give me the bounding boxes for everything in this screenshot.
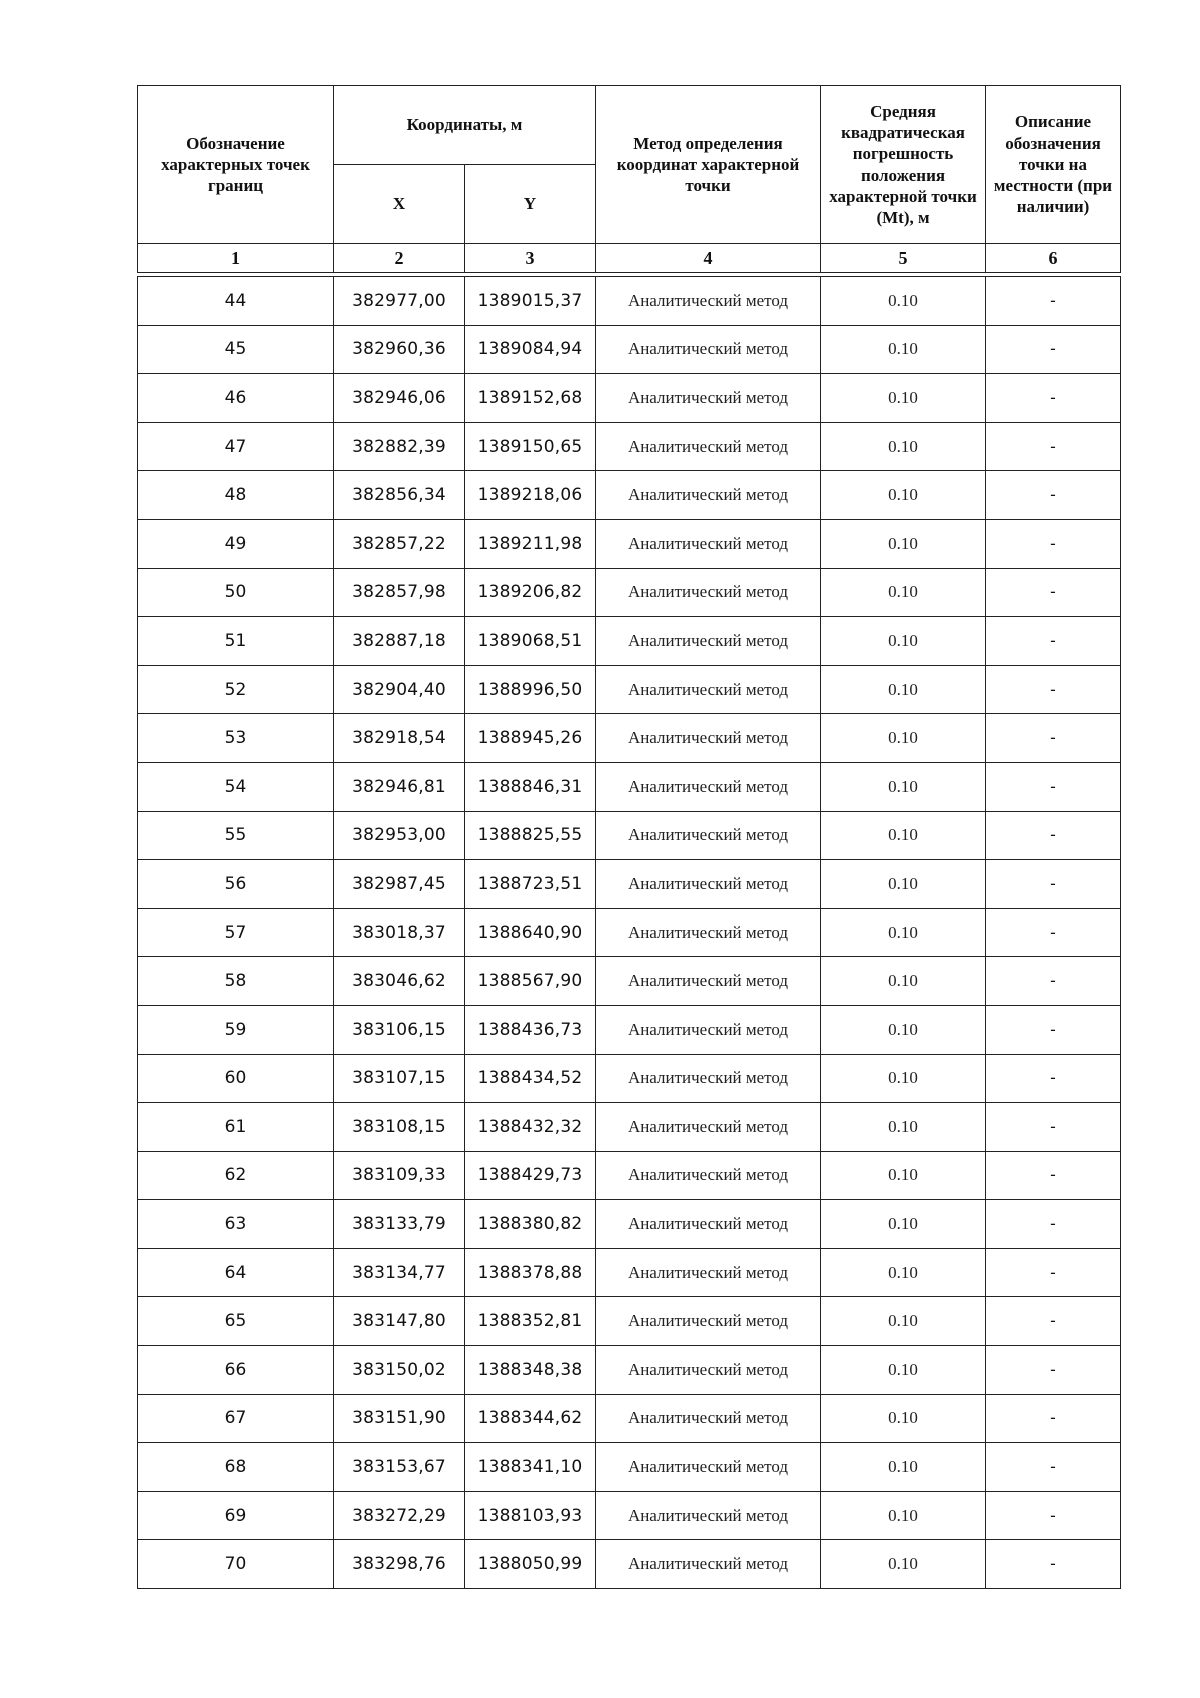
point-id-cell: 68 [138, 1443, 334, 1492]
y-coordinate-cell: 1388434,52 [465, 1054, 596, 1103]
table-row [138, 374, 1121, 423]
method-cell: Аналитический метод [596, 1297, 821, 1346]
method-cell: Аналитический метод [596, 1346, 821, 1395]
column-number: 2 [334, 244, 465, 273]
description-cell: - [986, 422, 1121, 471]
error-cell: 0.10 [821, 374, 986, 423]
method-cell: Аналитический метод [596, 860, 821, 909]
point-id-cell: 64 [138, 1248, 334, 1297]
table-row [138, 568, 1121, 617]
point-id-cell: 51 [138, 617, 334, 666]
x-coordinate-cell: 383109,33 [334, 1151, 465, 1200]
point-id-cell: 62 [138, 1151, 334, 1200]
description-cell: - [986, 1491, 1121, 1540]
method-cell: Аналитический метод [596, 1005, 821, 1054]
x-coordinate-cell: 382953,00 [334, 811, 465, 860]
table-row [138, 714, 1121, 763]
y-coordinate-cell: 1389015,37 [465, 277, 596, 326]
point-id-cell: 56 [138, 860, 334, 909]
description-cell: - [986, 1005, 1121, 1054]
y-coordinate-cell: 1388429,73 [465, 1151, 596, 1200]
method-cell: Аналитический метод [596, 568, 821, 617]
point-id-cell: 70 [138, 1540, 334, 1589]
x-coordinate-cell: 382857,22 [334, 519, 465, 568]
error-cell: 0.10 [821, 1491, 986, 1540]
y-coordinate-cell: 1388344,62 [465, 1394, 596, 1443]
x-coordinate-cell: 382882,39 [334, 422, 465, 471]
point-id-cell: 52 [138, 665, 334, 714]
description-cell: - [986, 519, 1121, 568]
x-coordinate-cell: 383150,02 [334, 1346, 465, 1395]
description-cell: - [986, 1248, 1121, 1297]
table-row [138, 1540, 1121, 1589]
error-cell: 0.10 [821, 422, 986, 471]
description-cell: - [986, 860, 1121, 909]
point-id-cell: 50 [138, 568, 334, 617]
y-coordinate-cell: 1388432,32 [465, 1103, 596, 1152]
point-id-cell: 46 [138, 374, 334, 423]
y-coordinate-cell: 1389150,65 [465, 422, 596, 471]
error-cell: 0.10 [821, 1394, 986, 1443]
y-coordinate-cell: 1389218,06 [465, 471, 596, 520]
error-cell: 0.10 [821, 1151, 986, 1200]
x-coordinate-cell: 382946,81 [334, 762, 465, 811]
x-coordinate-cell: 383151,90 [334, 1394, 465, 1443]
error-cell: 0.10 [821, 860, 986, 909]
error-cell: 0.10 [821, 1200, 986, 1249]
table-row [138, 762, 1121, 811]
point-id-cell: 47 [138, 422, 334, 471]
error-cell: 0.10 [821, 1054, 986, 1103]
y-coordinate-cell: 1388348,38 [465, 1346, 596, 1395]
point-id-cell: 57 [138, 908, 334, 957]
point-id-cell: 48 [138, 471, 334, 520]
error-cell: 0.10 [821, 957, 986, 1006]
point-id-cell: 44 [138, 277, 334, 326]
description-cell: - [986, 374, 1121, 423]
table-row [138, 1394, 1121, 1443]
x-coordinate-cell: 382856,34 [334, 471, 465, 520]
x-coordinate-cell: 383018,37 [334, 908, 465, 957]
x-coordinate-cell: 383147,80 [334, 1297, 465, 1346]
description-cell: - [986, 665, 1121, 714]
error-cell: 0.10 [821, 519, 986, 568]
table-row [138, 1248, 1121, 1297]
table-header [137, 85, 1121, 273]
description-cell: - [986, 1151, 1121, 1200]
table-row [138, 860, 1121, 909]
table-row [138, 1005, 1121, 1054]
method-cell: Аналитический метод [596, 665, 821, 714]
x-coordinate-cell: 382977,00 [334, 277, 465, 326]
x-coordinate-cell: 382946,06 [334, 374, 465, 423]
y-coordinate-cell: 1388341,10 [465, 1443, 596, 1492]
x-coordinate-cell: 383133,79 [334, 1200, 465, 1249]
x-coordinate-cell: 382887,18 [334, 617, 465, 666]
column-number: 6 [986, 244, 1121, 273]
point-id-cell: 55 [138, 811, 334, 860]
description-cell: - [986, 568, 1121, 617]
column-number: 3 [465, 244, 596, 273]
column-number: 5 [821, 244, 986, 273]
y-coordinate-cell: 1388378,88 [465, 1248, 596, 1297]
error-cell: 0.10 [821, 908, 986, 957]
error-cell: 0.10 [821, 325, 986, 374]
description-cell: - [986, 1103, 1121, 1152]
description-cell: - [986, 714, 1121, 763]
header-coordinates: Координаты, м [334, 86, 596, 165]
method-cell: Аналитический метод [596, 908, 821, 957]
y-coordinate-cell: 1388050,99 [465, 1540, 596, 1589]
header-description: Описание обозначения точки на местности (при наличии) [986, 86, 1121, 244]
point-id-cell: 66 [138, 1346, 334, 1395]
error-cell: 0.10 [821, 617, 986, 666]
table-row [138, 1491, 1121, 1540]
method-cell: Аналитический метод [596, 1054, 821, 1103]
method-cell: Аналитический метод [596, 374, 821, 423]
error-cell: 0.10 [821, 762, 986, 811]
table-row [138, 1103, 1121, 1152]
header-method: Метод определения координат характерной точки [596, 86, 821, 244]
y-coordinate-cell: 1389152,68 [465, 374, 596, 423]
y-coordinate-cell: 1389211,98 [465, 519, 596, 568]
point-id-cell: 67 [138, 1394, 334, 1443]
point-id-cell: 45 [138, 325, 334, 374]
point-id-cell: 65 [138, 1297, 334, 1346]
error-cell: 0.10 [821, 714, 986, 763]
method-cell: Аналитический метод [596, 1394, 821, 1443]
method-cell: Аналитический метод [596, 1540, 821, 1589]
y-coordinate-cell: 1388825,55 [465, 811, 596, 860]
table-row [138, 617, 1121, 666]
method-cell: Аналитический метод [596, 714, 821, 763]
description-cell: - [986, 1297, 1121, 1346]
y-coordinate-cell: 1388380,82 [465, 1200, 596, 1249]
point-id-cell: 58 [138, 957, 334, 1006]
error-cell: 0.10 [821, 1540, 986, 1589]
method-cell: Аналитический метод [596, 617, 821, 666]
description-cell: - [986, 1540, 1121, 1589]
table-row [138, 811, 1121, 860]
description-cell: - [986, 1200, 1121, 1249]
column-number: 1 [138, 244, 334, 273]
x-coordinate-cell: 383134,77 [334, 1248, 465, 1297]
method-cell: Аналитический метод [596, 1491, 821, 1540]
method-cell: Аналитический метод [596, 277, 821, 326]
y-coordinate-cell: 1388723,51 [465, 860, 596, 909]
error-cell: 0.10 [821, 811, 986, 860]
x-coordinate-cell: 382918,54 [334, 714, 465, 763]
y-coordinate-cell: 1388945,26 [465, 714, 596, 763]
description-cell: - [986, 957, 1121, 1006]
error-cell: 0.10 [821, 1443, 986, 1492]
method-cell: Аналитический метод [596, 1151, 821, 1200]
y-coordinate-cell: 1389084,94 [465, 325, 596, 374]
point-id-cell: 60 [138, 1054, 334, 1103]
table-row [138, 1151, 1121, 1200]
description-cell: - [986, 325, 1121, 374]
column-number: 4 [596, 244, 821, 273]
x-coordinate-cell: 382960,36 [334, 325, 465, 374]
table-row [138, 325, 1121, 374]
method-cell: Аналитический метод [596, 471, 821, 520]
x-coordinate-cell: 383272,29 [334, 1491, 465, 1540]
x-coordinate-cell: 382987,45 [334, 860, 465, 909]
column-number-row [138, 244, 1121, 273]
y-coordinate-cell: 1388640,90 [465, 908, 596, 957]
table-row [138, 1297, 1121, 1346]
method-cell: Аналитический метод [596, 1248, 821, 1297]
method-cell: Аналитический метод [596, 811, 821, 860]
table-row [138, 471, 1121, 520]
description-cell: - [986, 811, 1121, 860]
method-cell: Аналитический метод [596, 1443, 821, 1492]
description-cell: - [986, 762, 1121, 811]
error-cell: 0.10 [821, 665, 986, 714]
description-cell: - [986, 1394, 1121, 1443]
table-row [138, 519, 1121, 568]
point-id-cell: 53 [138, 714, 334, 763]
table-row [138, 277, 1121, 326]
y-coordinate-cell: 1389068,51 [465, 617, 596, 666]
error-cell: 0.10 [821, 1005, 986, 1054]
table-row [138, 665, 1121, 714]
y-coordinate-cell: 1388846,31 [465, 762, 596, 811]
description-cell: - [986, 277, 1121, 326]
error-cell: 0.10 [821, 277, 986, 326]
coordinates-table [137, 276, 1121, 1589]
error-cell: 0.10 [821, 1297, 986, 1346]
point-id-cell: 54 [138, 762, 334, 811]
x-coordinate-cell: 383298,76 [334, 1540, 465, 1589]
error-cell: 0.10 [821, 471, 986, 520]
description-cell: - [986, 1054, 1121, 1103]
y-coordinate-cell: 1388996,50 [465, 665, 596, 714]
y-coordinate-cell: 1388567,90 [465, 957, 596, 1006]
method-cell: Аналитический метод [596, 957, 821, 1006]
table-row [138, 1346, 1121, 1395]
error-cell: 0.10 [821, 1103, 986, 1152]
header-y: Y [465, 165, 596, 244]
y-coordinate-cell: 1388103,93 [465, 1491, 596, 1540]
point-id-cell: 49 [138, 519, 334, 568]
point-id-cell: 61 [138, 1103, 334, 1152]
method-cell: Аналитический метод [596, 325, 821, 374]
header-x: X [334, 165, 465, 244]
error-cell: 0.10 [821, 1346, 986, 1395]
point-id-cell: 63 [138, 1200, 334, 1249]
x-coordinate-cell: 383107,15 [334, 1054, 465, 1103]
description-cell: - [986, 1346, 1121, 1395]
error-cell: 0.10 [821, 1248, 986, 1297]
point-id-cell: 69 [138, 1491, 334, 1540]
description-cell: - [986, 471, 1121, 520]
method-cell: Аналитический метод [596, 519, 821, 568]
y-coordinate-cell: 1389206,82 [465, 568, 596, 617]
description-cell: - [986, 617, 1121, 666]
x-coordinate-cell: 383153,67 [334, 1443, 465, 1492]
point-id-cell: 59 [138, 1005, 334, 1054]
method-cell: Аналитический метод [596, 762, 821, 811]
header-point-designation: Обозначение характерных точек границ [138, 86, 334, 244]
table-row [138, 957, 1121, 1006]
header-error: Средняя квадратическая погрешность положения характерной точки (Mt), м [821, 86, 986, 244]
x-coordinate-cell: 383106,15 [334, 1005, 465, 1054]
x-coordinate-cell: 382857,98 [334, 568, 465, 617]
x-coordinate-cell: 383108,15 [334, 1103, 465, 1152]
y-coordinate-cell: 1388436,73 [465, 1005, 596, 1054]
table-row [138, 422, 1121, 471]
description-cell: - [986, 1443, 1121, 1492]
table-row [138, 1443, 1121, 1492]
x-coordinate-cell: 382904,40 [334, 665, 465, 714]
y-coordinate-cell: 1388352,81 [465, 1297, 596, 1346]
method-cell: Аналитический метод [596, 422, 821, 471]
method-cell: Аналитический метод [596, 1103, 821, 1152]
table-row [138, 1200, 1121, 1249]
method-cell: Аналитический метод [596, 1200, 821, 1249]
error-cell: 0.10 [821, 568, 986, 617]
description-cell: - [986, 908, 1121, 957]
x-coordinate-cell: 383046,62 [334, 957, 465, 1006]
table-row [138, 908, 1121, 957]
table-row [138, 1054, 1121, 1103]
